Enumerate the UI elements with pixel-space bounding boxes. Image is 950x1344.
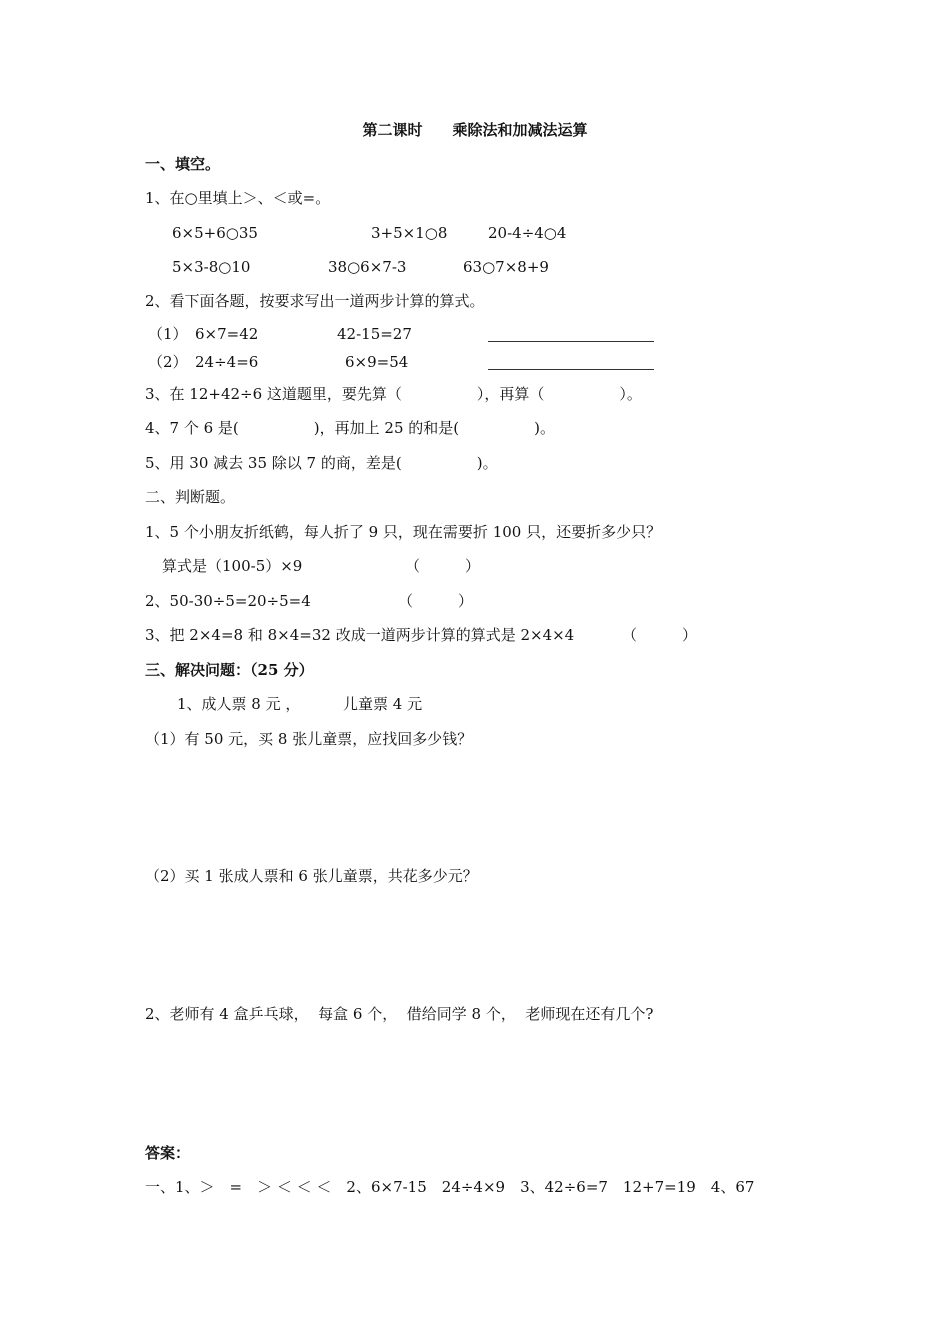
s1-q2-r2-num: （2） xyxy=(148,353,188,371)
s1-q4: 4、7 个 6 是( )，再加上 25 的和是( )。 xyxy=(145,419,555,437)
s1-q1-r1-b: 3+5×1○8 xyxy=(371,224,448,242)
section2-heading: 二、判断题。 xyxy=(145,488,236,506)
s1-q1-r2-a: 5×3-8○10 xyxy=(172,258,251,276)
s1-q2-r1-b: 42-15=27 xyxy=(337,325,412,343)
s1-q3: 3、在 12+42÷6 这道题里，要先算（ ），再算（ ）。 xyxy=(145,385,642,403)
s3-q1-intro-b: 儿童票 4 元 xyxy=(343,695,423,713)
section3-heading: 三、解决问题：（25 分） xyxy=(145,661,314,679)
answers-heading: 答案： xyxy=(145,1144,191,1162)
s1-q1-r2-b: 38○6×7-3 xyxy=(328,258,407,276)
s1-q1-r1-c: 20-4÷4○4 xyxy=(488,224,567,242)
s2-q1-formula: 算式是（100-5）×9 xyxy=(162,557,303,575)
answers-text: 一、1、＞ = ＞ ＜ ＜ ＜ 2、6×7-15 24÷4×9 3、42÷6=7 12+7=19 4、67 xyxy=(145,1178,755,1196)
s1-q1-r2-c: 63○7×8+9 xyxy=(463,258,549,276)
s1-q1-r1-a: 6×5+6○35 xyxy=(172,224,258,242)
s1-q1-prompt: 1、在○里填上＞、＜或=。 xyxy=(145,189,331,207)
section1-heading: 一、填空。 xyxy=(145,155,221,173)
s1-q2-r1-num: （1） xyxy=(148,325,188,343)
s1-q2-r2-a: 24÷4=6 xyxy=(195,353,259,371)
s3-q1-intro-a: 1、成人票 8 元 ， xyxy=(177,695,301,713)
s1-q2-r2-b: 6×9=54 xyxy=(345,353,409,371)
s3-q2: 2、老师有 4 盒乒乓球， 每盒 6 个， 借给同学 8 个， 老师现在还有几个? xyxy=(145,1005,654,1023)
answer-line-1[interactable] xyxy=(488,341,654,342)
s2-q1: 1、5 个小朋友折纸鹤，每人折了 9 只，现在需要折 100 只，还要折多少只？ xyxy=(145,523,662,541)
s1-q2-r1-a: 6×7=42 xyxy=(195,325,259,343)
s3-q1-1: （1）有 50 元，买 8 张儿童票，应找回多少钱？ xyxy=(145,730,473,748)
page-title: 第二课时 乘除法和加减法运算 xyxy=(362,121,588,139)
s2-q2: 2、50-30÷5=20÷5=4 xyxy=(145,592,311,610)
s1-q2-prompt: 2、看下面各题，按要求写出一道两步计算的算式。 xyxy=(145,292,485,310)
answer-line-2[interactable] xyxy=(488,369,654,370)
s2-q1-paren: （ ） xyxy=(405,557,481,575)
s2-q3: 3、把 2×4=8 和 8×4=32 改成一道两步计算的算式是 2×4×4 xyxy=(145,626,575,644)
s2-q3-paren: （ ） xyxy=(622,626,698,644)
s2-q2-paren: （ ） xyxy=(398,592,474,610)
s1-q5: 5、用 30 减去 35 除以 7 的商，差是( )。 xyxy=(145,454,498,472)
s3-q1-2: （2）买 1 张成人票和 6 张儿童票，共花多少元？ xyxy=(145,867,478,885)
